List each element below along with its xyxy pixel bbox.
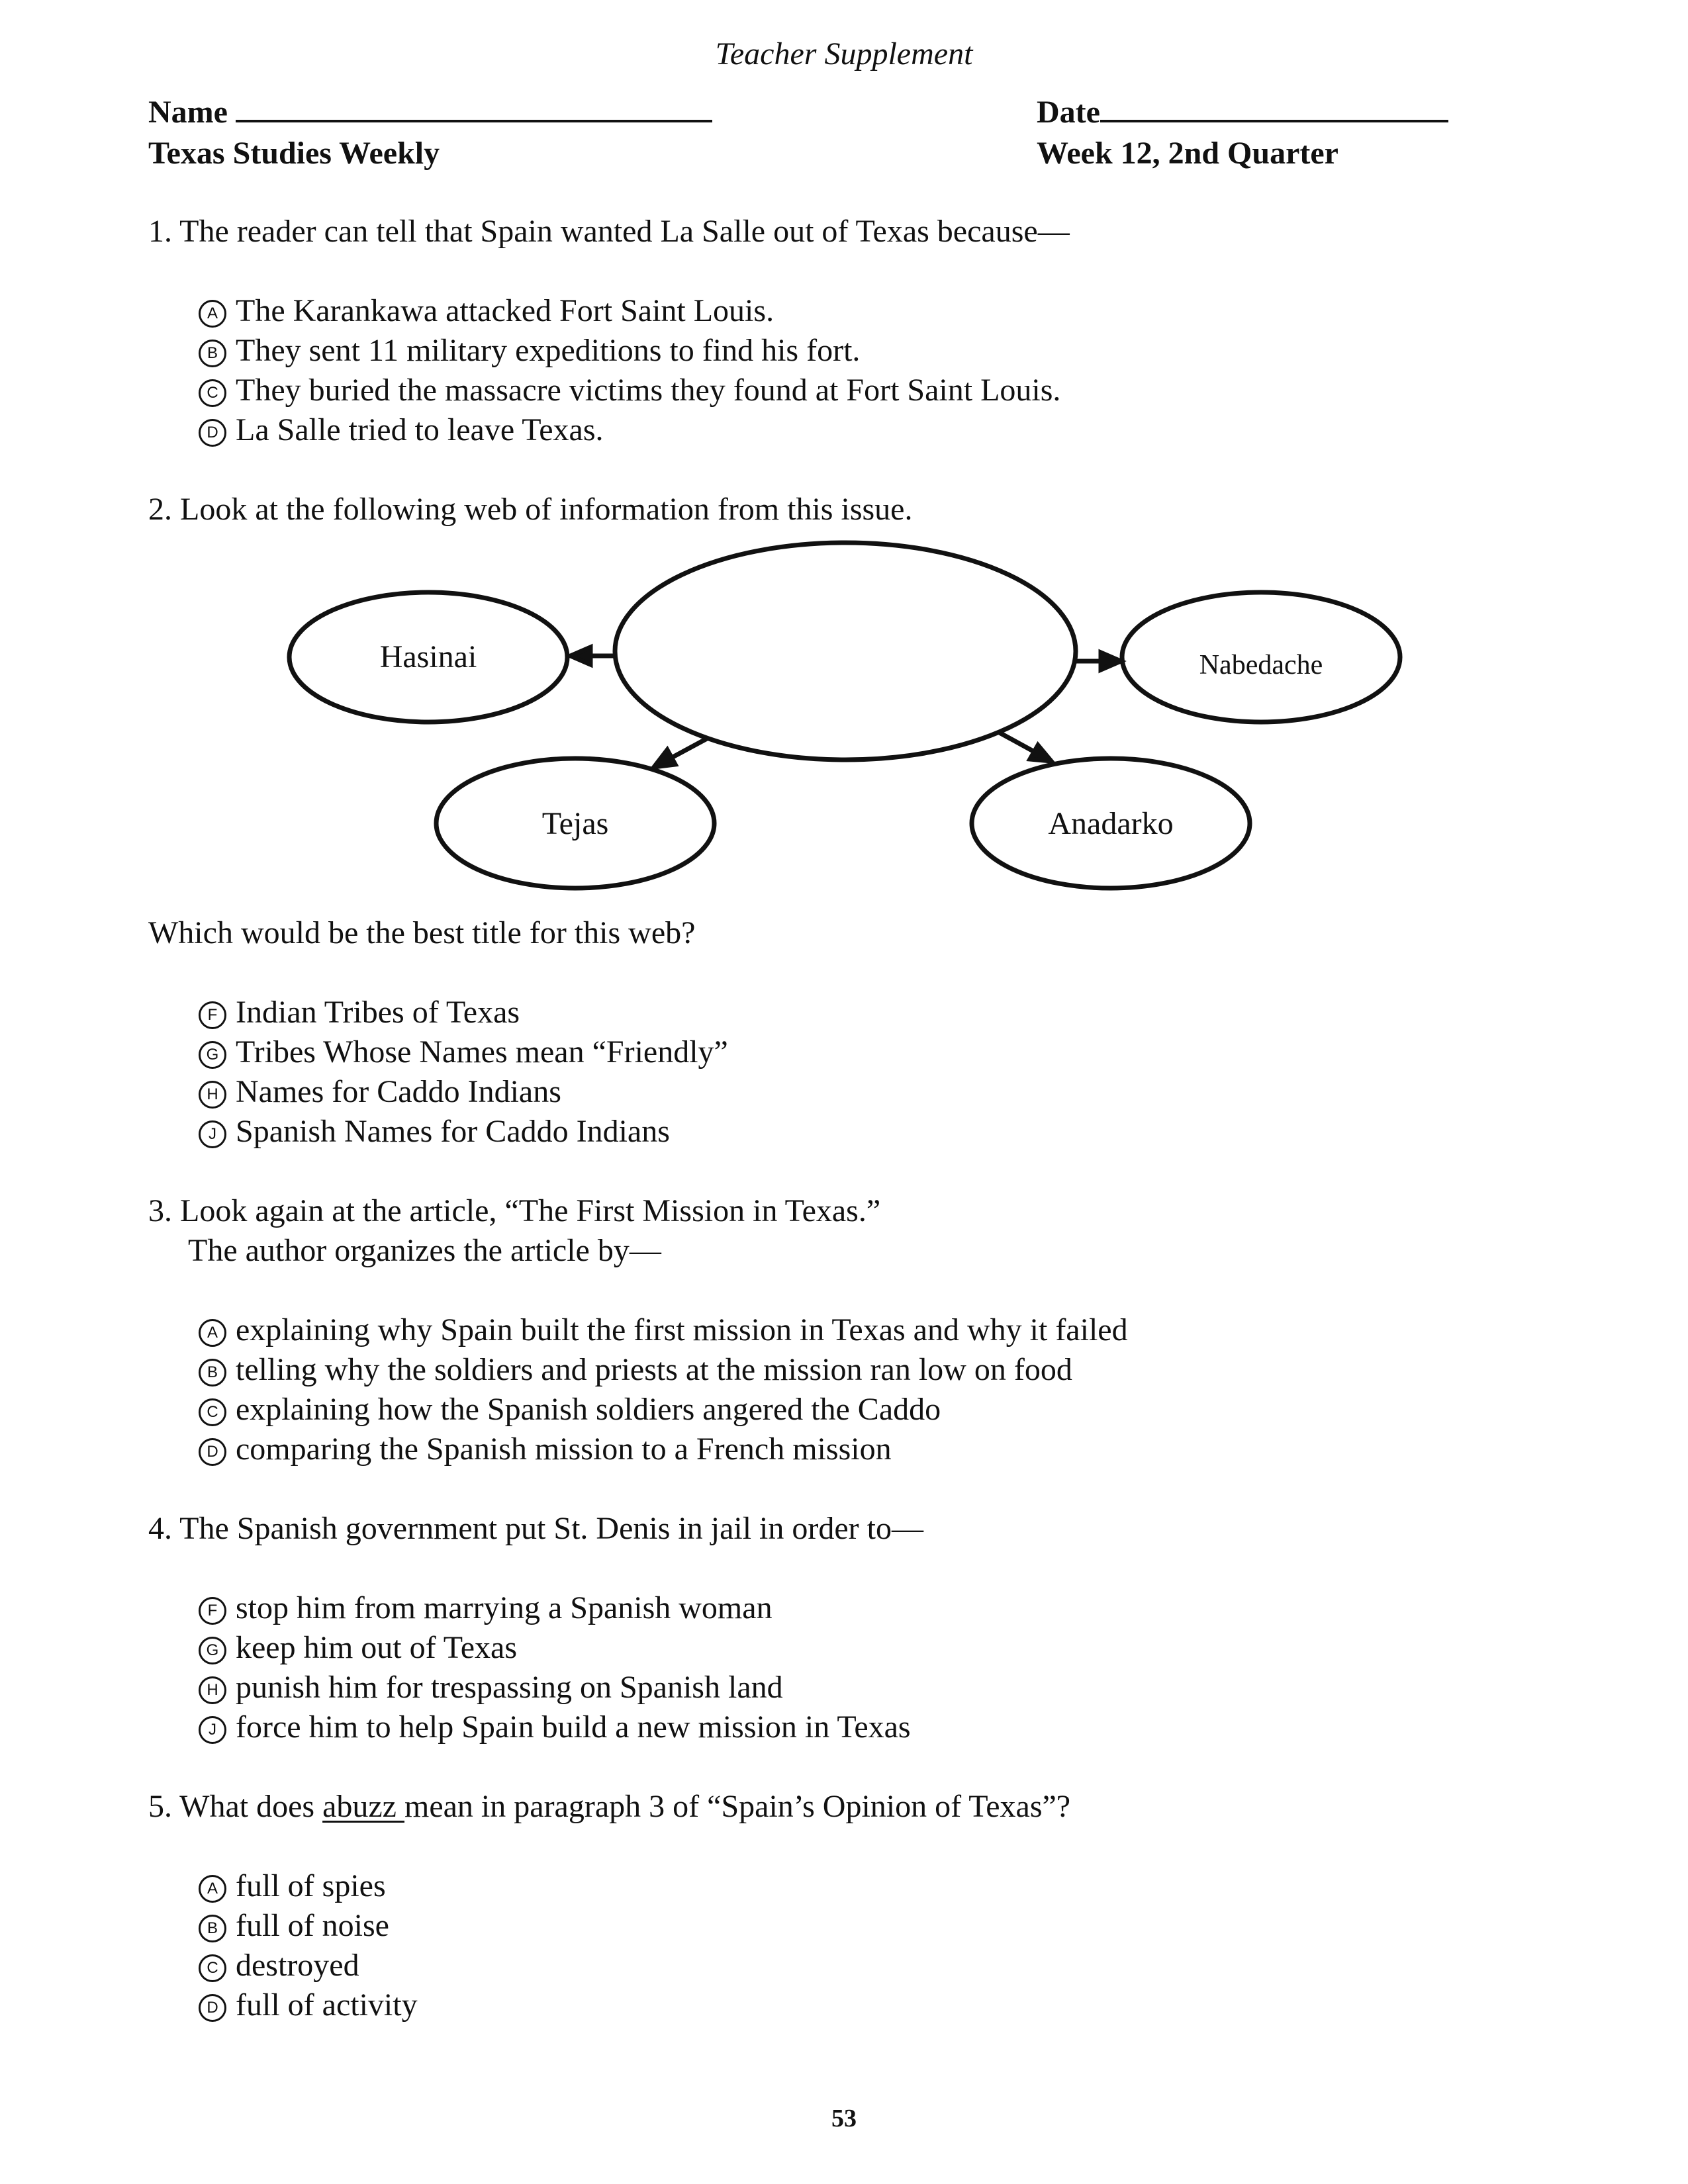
question-5-stem	[148, 1791, 1070, 1823]
answer-option[interactable]	[199, 1036, 728, 1069]
option-letter-badge: G	[199, 1637, 226, 1664]
option-letter-badge: F	[199, 1597, 226, 1625]
option-text: explaining how the Spanish soldiers angered the Caddo	[236, 1392, 941, 1427]
web-center-oval[interactable]	[615, 543, 1076, 760]
question-5-stem-suffix: mean in paragraph 3 of “Spain’s Opinion of Texas”?	[404, 1789, 1071, 1824]
option-letter-badge: D	[199, 1994, 226, 2022]
supplement-title: Teacher Supplement	[715, 36, 973, 71]
answer-option[interactable]	[199, 1314, 1128, 1347]
option-letter-badge: H	[199, 1676, 226, 1704]
option-letter-badge: B	[199, 1359, 226, 1387]
answer-option[interactable]	[199, 1870, 386, 1903]
option-letter-badge: C	[199, 1954, 226, 1982]
option-letter-badge: J	[199, 1120, 226, 1148]
web-node-label: Nabedache	[1199, 650, 1323, 680]
date-label: Date	[1037, 95, 1100, 130]
option-text: full of noise	[236, 1908, 389, 1943]
option-text: comparing the Spanish mission to a French mission	[236, 1432, 892, 1467]
option-text: Names for Caddo Indians	[236, 1074, 561, 1109]
option-text: explaining why Spain built the first mission in Texas and why it failed	[236, 1312, 1128, 1347]
question-3-stem-line-2: The author organizes the article by—	[188, 1233, 661, 1268]
question-3-stem: 3. Look again at the article, “The First Mission in Texas.”	[148, 1193, 881, 1228]
answer-option[interactable]	[199, 997, 520, 1029]
vocabulary-word: abuzz	[322, 1789, 404, 1824]
question-4-stem: 4. The Spanish government put St. Denis in jail in order to—	[148, 1511, 923, 1546]
option-letter-badge: A	[199, 1319, 226, 1347]
question-5-stem-prefix: 5. What does	[148, 1789, 323, 1824]
name-label: Name	[148, 95, 228, 130]
web-node-label: Hasinai	[379, 639, 477, 674]
question-1-stem: 1. The reader can tell that Spain wanted La Salle out of Texas because—	[148, 214, 1070, 249]
option-text: force him to help Spain build a new mission in Texas	[236, 1709, 911, 1745]
option-letter-badge: H	[199, 1081, 226, 1109]
option-text: full of activity	[236, 1987, 418, 2023]
question-2-stem: 2. Look at the following web of information from this issue.	[148, 492, 913, 527]
arrowhead	[654, 750, 675, 767]
option-text: destroyed	[236, 1948, 359, 1983]
option-text: They buried the massacre victims they found at Fort Saint Louis.	[236, 373, 1061, 408]
option-text: punish him for trespassing on Spanish land	[236, 1670, 783, 1705]
answer-option[interactable]	[199, 1076, 561, 1109]
option-letter-badge: G	[199, 1041, 226, 1069]
option-text: They sent 11 military expeditions to find his fort.	[236, 333, 861, 368]
answer-option[interactable]	[199, 1354, 1072, 1387]
answer-option[interactable]	[199, 1592, 773, 1625]
option-letter-badge: A	[199, 300, 226, 328]
option-text: full of spies	[236, 1868, 386, 1903]
option-letter-badge: F	[199, 1001, 226, 1029]
week-label: Week 12, 2nd Quarter	[1037, 136, 1338, 171]
option-letter-badge: D	[199, 1438, 226, 1466]
option-text: stop him from marrying a Spanish woman	[236, 1590, 773, 1625]
option-text: Indian Tribes of Texas	[236, 995, 520, 1030]
answer-option[interactable]	[199, 1950, 359, 1982]
answer-option[interactable]	[199, 1711, 911, 1744]
page-number: 53	[831, 2105, 857, 2132]
option-letter-badge: B	[199, 340, 226, 367]
web-node-label: Anadarko	[1048, 806, 1174, 841]
option-letter-badge: A	[199, 1875, 226, 1903]
answer-option[interactable]	[199, 1116, 670, 1148]
option-text: La Salle tried to leave Texas.	[236, 412, 604, 447]
answer-option[interactable]	[199, 1989, 418, 2022]
publication-title: Texas Studies Weekly	[148, 136, 440, 171]
question-2-prompt: Which would be the best title for this web?	[148, 915, 696, 950]
option-text: The Karankawa attacked Fort Saint Louis.	[236, 293, 774, 328]
answer-option[interactable]	[199, 1672, 783, 1704]
arrowhead	[1030, 745, 1051, 761]
option-letter-badge: J	[199, 1716, 226, 1744]
answer-option[interactable]	[199, 1433, 892, 1466]
option-text: telling why the soldiers and priests at the mission ran low on food	[236, 1352, 1072, 1387]
option-text: Spanish Names for Caddo Indians	[236, 1114, 670, 1149]
answer-option[interactable]	[199, 1394, 941, 1426]
answer-option[interactable]	[199, 1910, 389, 1942]
option-text: keep him out of Texas	[236, 1630, 517, 1665]
option-letter-badge: C	[199, 379, 226, 407]
option-letter-badge: B	[199, 1915, 226, 1942]
arrowhead	[571, 647, 590, 664]
option-text: Tribes Whose Names mean “Friendly”	[236, 1034, 728, 1069]
web-node-label: Tejas	[541, 806, 609, 841]
option-letter-badge: C	[199, 1398, 226, 1426]
option-letter-badge: D	[199, 419, 226, 447]
arrowhead	[1101, 653, 1121, 670]
answer-option[interactable]	[199, 1632, 517, 1664]
